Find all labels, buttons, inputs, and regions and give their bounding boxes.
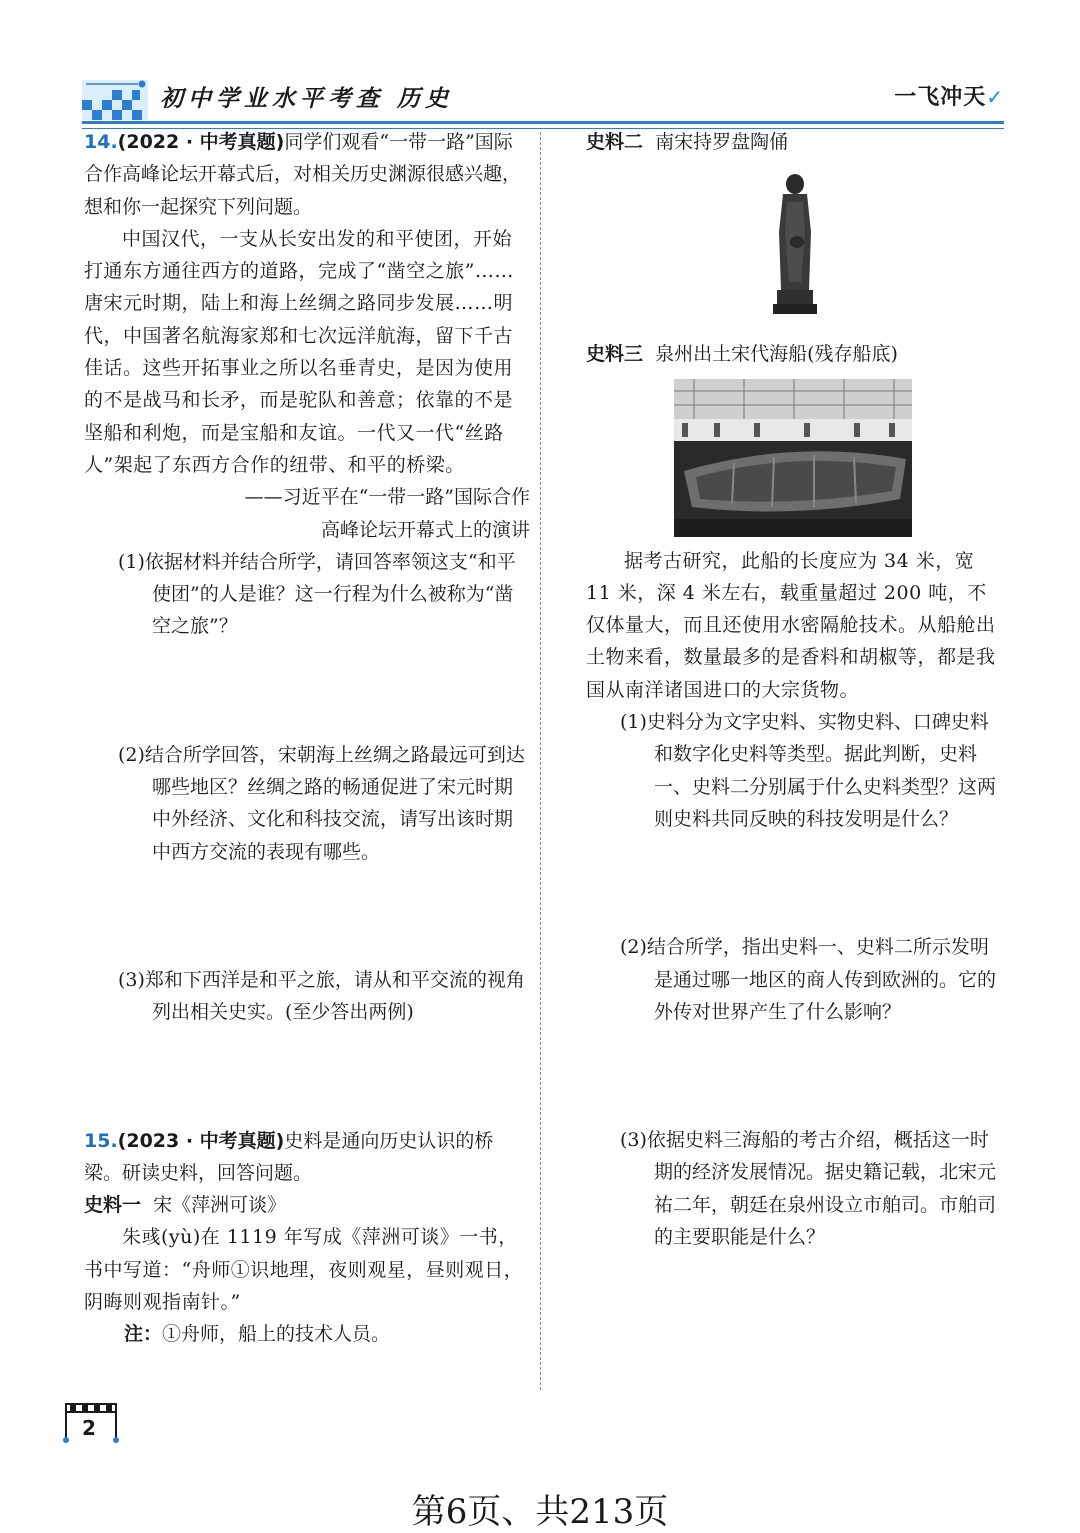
- answer-space-1: [84, 643, 530, 739]
- q14-intro: [84, 126, 530, 223]
- q15-src1-heading: [84, 1189, 530, 1221]
- answer-space-3: [84, 1029, 530, 1125]
- answer-space-5: [586, 1028, 1004, 1124]
- src1-text: 朱彧(yù)在 1119 年写成《萍洲可谈》一书，书中写道：“舟师①识地理，夜则观星，昼则观日，阴晦则观指南针。”: [84, 1226, 524, 1314]
- song-ship-hull-image: [674, 379, 912, 537]
- column-divider: [540, 132, 541, 1390]
- q14-sub1: (1)依据材料并结合所学，请回答率领这支“和平使团”的人是谁？这一行程为什么被称为“凿空之旅”？: [118, 550, 516, 638]
- brand-logo: [894, 80, 1004, 111]
- q14-intro-text: 同学们观看“一带一路”国际合作高峰论坛开幕式后，对相关历史渊源很感兴趣，想和你一起探究下列问题。: [84, 131, 522, 218]
- q15-sub1: (1)史料分为文字史料、实物史料、口碑史料和数字化史料等类型。据此判断，史料一、史料二分别属于什么史料类型？这两则史料共同反映的科技发明是什么？: [620, 711, 997, 830]
- src2-title: 南宋持罗盘陶俑: [655, 131, 789, 153]
- q15-source-tag: (2023 · 中考真题): [117, 1129, 285, 1152]
- q14-passage: 中国汉代，一支从长安出发的和平使团，开始打通东方通往西方的道路，完成了“凿空之旅”……唐宋元时期，陆上和海上丝绸之路同步发展……明代，中国著名航海家郑和七次远洋航海，留下千古佳话。这些开拓事业之所以名垂青史，是因为使用的不是战马和长矛，而是驼队和善意；依靠的不是坚船和利炮，而是宝船和友谊。一代又一代“丝路人”架起了东西方合作的纽带、和平的桥梁。: [84, 227, 514, 476]
- src3-text: 据考古研究，此船的长度应为 34 米，宽 11 米，深 4 米左右，载重量超过 200 吨，不仅体量大，而且还使用水密隔舱技术。从船舱出土物来看，数量最多的是香料和胡椒等，都是我国从南洋诸国进口的大宗货物。: [586, 549, 996, 701]
- page-info: 第6页、共213页: [411, 1492, 669, 1532]
- left-column: [84, 126, 530, 1351]
- q14-attribution-1: ——习近平在“一带一路”国际合作: [244, 486, 530, 509]
- pottery-figurine-image: [765, 172, 825, 322]
- answer-space-4: [586, 835, 1004, 931]
- q15-intro-text: 史料是通向历史认识的桥梁。研读史料，回答问题。: [84, 1129, 494, 1184]
- src3-heading: [586, 338, 1004, 370]
- src3-label: 史料三: [586, 343, 644, 366]
- src2-label: 史料二: [586, 131, 644, 153]
- q14-sub3: (3)郑和下西洋是和平之旅，请从和平交流的视角列出相关史实。(至少答出两例): [118, 968, 525, 1024]
- checker-logo-icon: [82, 80, 148, 120]
- src2-heading: [586, 126, 1004, 158]
- q14-attribution-2: 高峰论坛开幕式上的演讲: [320, 518, 530, 541]
- checkmark-icon: ✓: [986, 85, 1004, 109]
- note-text: ①舟师，船上的技术人员。: [162, 1323, 391, 1346]
- src3-title: 泉州出土宋代海船(残存船底): [655, 343, 898, 366]
- q14-number: 14.: [84, 131, 118, 153]
- note-label: 注：: [124, 1323, 163, 1346]
- brand-text: 一飞冲天: [894, 85, 987, 110]
- q14-sub2: (2)结合所学回答，宋朝海上丝绸之路最远可到达哪些地区？丝绸之路的畅通促进了宋元时期中外经济、文化和科技交流，请写出该时期中西方交流的表现有哪些。: [118, 743, 525, 863]
- q15-intro: [84, 1125, 530, 1190]
- page-number-badge: [62, 1402, 120, 1444]
- page-number: 2: [82, 1416, 96, 1440]
- header-title: 初中学业水平考查 历史: [160, 86, 454, 112]
- right-column: [586, 126, 1004, 1253]
- q15-sub3: (3)依据史料三海船的考古介绍，概括这一时期的经济发展情况。据史籍记载，北宋元祐二年，朝廷在泉州设立市舶司。市舶司的主要职能是什么？: [620, 1129, 997, 1249]
- page-header: [82, 74, 1004, 124]
- q15-sub2: (2)结合所学，指出史料一、史料二所示发明是通过哪一地区的商人传到欧洲的。它的外传对世界产生了什么影响？: [620, 936, 997, 1023]
- q15-number: 15.: [84, 1129, 118, 1152]
- q14-source-tag: (2022 · 中考真题): [117, 131, 285, 153]
- src1-note: [84, 1318, 530, 1350]
- src1-label: 史料一: [84, 1194, 142, 1217]
- answer-space-2: [84, 868, 530, 964]
- header-rule: [82, 121, 1004, 124]
- src1-title: 宋《萍洲可谈》: [153, 1194, 287, 1217]
